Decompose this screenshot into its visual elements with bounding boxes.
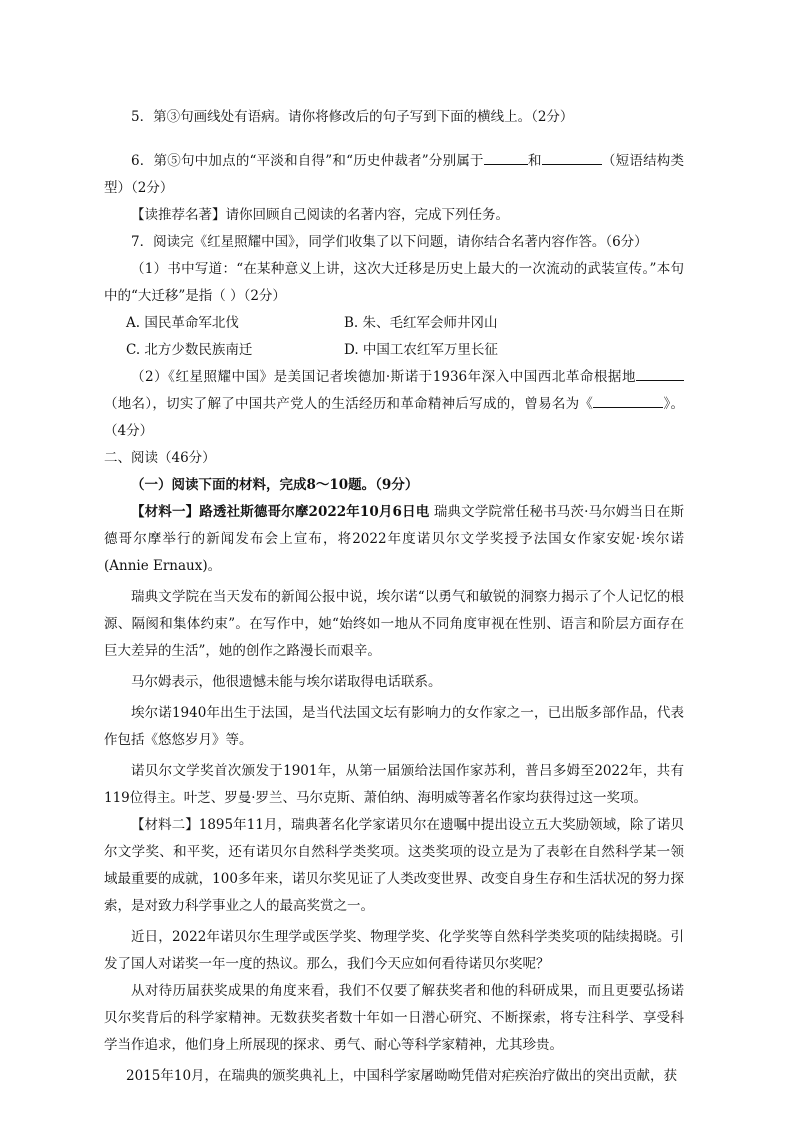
- option-d: D. 中国工农红军万里长征: [344, 342, 498, 358]
- question-7-2-text-mid: （地名），切实了解了中国共产党人的生活经历和革命精神后写成的，曾易名为《: [104, 396, 594, 412]
- material-2-paragraph: 【材料二】1895年11月，瑞典著名化学家诺贝尔在遗嘱中提出设立五大奖励领域，除了诺贝尔文学奖、和平奖，还有诺贝尔自然科学类奖项。这类奖项的设立是为了表彰在自然科学某一领域最重要的成就，100多年来，诺贝尔奖见证了人类改变世界、改变自身生存和生活状况的努力探索，是对致力科学事业之人的最高奖赏之一。: [104, 817, 684, 914]
- material-2-paragraph: 从对待历届获奖成果的角度来看，我们不仅要了解获奖者和他的科研成果，而且更要弘扬诺贝尔奖背后的科学家精神。无数获奖者数十年如一日潜心研究、不断探索，将专注科学、享受科学当作追求，他们身上所展现的探求、勇气、耐心等科学家精神，尤其珍贵。: [104, 983, 684, 1053]
- question-6-suffix: （短语结构类型）（2分）: [104, 153, 685, 196]
- material-1-paragraph: 马尔姆表示，他很遗憾未能与埃尔诺取得电话联系。: [131, 674, 442, 690]
- option-b: B. 朱、毛红军会师井冈山: [344, 315, 498, 331]
- section-heading: 二、阅读（46分）: [104, 450, 216, 466]
- answer-blank[interactable]: [636, 364, 684, 381]
- question-7-2-suffix: 》。（4分）: [104, 396, 685, 439]
- answer-blank[interactable]: [593, 391, 663, 408]
- reading-section-heading: 【读推荐名著】请你回顾自己阅读的名著内容，完成下列任务。: [131, 207, 509, 223]
- question-6: [104, 148, 684, 202]
- answer-blank[interactable]: [484, 148, 528, 165]
- question-7-options: [104, 310, 684, 364]
- material-1-text: 瑞典文学院常任秘书马茨·马尔姆当日在斯德哥尔摩举行的新闻发布会上宣布，将2022年度诺贝尔文学奖授予法国女作家安妮·埃尔诺(Annie Ernaux)。: [104, 504, 684, 574]
- material-2-paragraph: 2015年10月，在瑞典的颁奖典礼上，中国科学家屠呦呦凭借对疟疾治疗做出的突出贡献，获: [126, 1068, 678, 1084]
- answer-blank[interactable]: [542, 148, 602, 165]
- part-heading: [104, 472, 684, 499]
- material-1-paragraph: 诺贝尔文学奖首次颁发于1901年，从第一届颁给法国作家苏利，普吕多姆至2022年，共有119位得主。叶芝、罗曼·罗兰、马尔克斯、萧伯纳、海明威等著名作家均获得过这一奖项。: [104, 763, 684, 806]
- question-7-intro: 7．阅读完《红星照耀中国》，同学们收集了以下问题，请你结合名著内容作答。（6分）: [131, 234, 648, 250]
- option-c: C. 北方少数民族南迁: [126, 342, 253, 358]
- material-1-paragraph: [104, 499, 684, 580]
- material-1-paragraph: 埃尔诺1940年出生于法国，是当代法国文坛有影响力的女作家之一，已出版多部作品，代表作包括《悠悠岁月》等。: [104, 705, 684, 748]
- question-7-2: [104, 364, 684, 445]
- question-7-2-text: （2）《红星照耀中国》是美国记者埃德加·斯诺于1936年深入中国西北革命根据地: [131, 369, 636, 385]
- part-heading-text: （一）阅读下面的材料，完成8～10题。（9分）: [131, 477, 419, 493]
- material-1-lead: 【材料一】路透社斯德哥尔摩2022年10月6日电: [131, 504, 430, 520]
- question-5: 5．第③句画线处有语病。请你将修改后的句子写到下面的横线上。（2分）: [131, 109, 574, 125]
- material-2-paragraph: 近日，2022年诺贝尔生理学或医学奖、物理学奖、化学奖等自然科学类奖项的陆续揭晓。引发了国人对诺奖一年一度的热议。那么，我们今天应如何看待诺贝尔奖呢？: [104, 929, 684, 972]
- question-6-connector: 和: [527, 153, 542, 169]
- option-a: A. 国民革命军北伐: [126, 315, 239, 331]
- question-6-text: 6．第⑤句中加点的“平淡和自得”和“历史仲裁者”分别属于: [131, 153, 484, 169]
- document-body: [104, 104, 684, 1090]
- question-7-1: （1）书中写道：“在某种意义上讲，这次大迁移是历史上最大的一次流动的武装宣传。”本句中的“大迁移”是指（ ）（2分）: [104, 261, 684, 304]
- material-1-paragraph: 瑞典文学院在当天发布的新闻公报中说，埃尔诺“以勇气和敏锐的洞察力揭示了个人记忆的根源、隔阂和集体约束”。在写作中，她“始终如一地从不同角度审视在性别、语言和阶层方面存在巨大差异的生活”，她的创作之路漫长而艰辛。: [104, 589, 684, 659]
